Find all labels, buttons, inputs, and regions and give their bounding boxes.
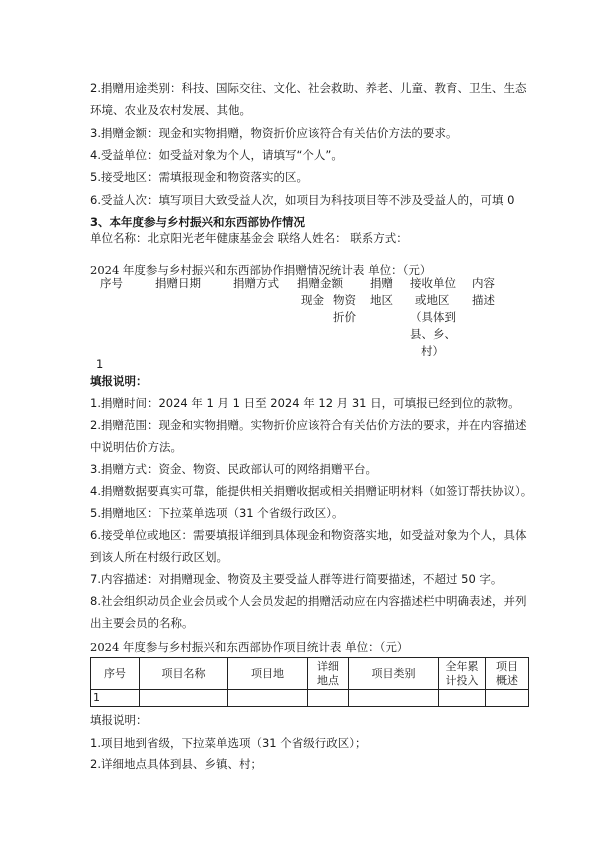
- note-item-2-line2: 环境、农业及农村发展、其他。: [90, 103, 251, 117]
- table2-title: 2024 年度参与乡村振兴和东西部协作项目统计表 单位：（元）: [90, 640, 409, 654]
- table2-header-overview: 项目 概述: [486, 658, 529, 690]
- table1-header-receiver-line1: 接收单位: [410, 276, 456, 290]
- table1-header-receiver-line3: （具体到: [410, 310, 456, 324]
- table-cell: [486, 690, 529, 707]
- table1-header-cash: 现金: [301, 293, 324, 307]
- notes1-item-6-line2: 到该人所在村级行政区划。: [90, 550, 228, 564]
- note-item-5: 5.接受地区：需填报现金和物资落实的区。: [90, 170, 308, 184]
- table1-header-content-line2: 描述: [472, 293, 495, 307]
- notes1-item-5: 5.捐赠地区：下拉菜单选项（31 个省级行政区）。: [90, 506, 344, 520]
- table1-header-amount: 捐赠金额: [297, 276, 343, 290]
- table-row: [91, 690, 529, 707]
- table-cell: [140, 690, 228, 707]
- note-item-2-line1: 2.捐赠用途类别：科技、国际交往、文化、社会救助、养老、儿童、教育、卫生、生态: [90, 81, 527, 95]
- table-cell: [349, 690, 439, 707]
- table2-header-name: 项目名称: [140, 658, 228, 690]
- org-info-line: 单位名称：北京阳光老年健康基金会 联络人姓名： 联系方式：: [90, 231, 408, 245]
- notes1-item-8-line1: 8.社会组织动员企业会员或个人会员发起的捐赠活动应在内容描述栏中明确表述，并列: [90, 594, 527, 608]
- table1-row1-seq: 1: [96, 357, 104, 371]
- notes1-item-2-line2: 中说明估价方法。: [90, 440, 182, 454]
- table1-header-goods-line1: 物资: [333, 293, 356, 307]
- table1-header-region-line2: 地区: [370, 293, 393, 307]
- table-header-row: [91, 658, 529, 690]
- table1-header-goods-line2: 折价: [333, 310, 356, 324]
- note-item-3: 3.捐赠金额：现金和实物捐赠，物资折价应该符合有关估价方法的要求。: [90, 126, 458, 140]
- table1-header-receiver-line2: 或地区: [415, 293, 450, 307]
- notes1-item-1: 1.捐赠时间：2024 年 1 月 1 日至 2024 年 12 月 31 日，可填报已经到位的款物。: [90, 396, 520, 410]
- section-3-heading: 3、本年度参与乡村振兴和东西部协作情况: [90, 215, 305, 229]
- note-item-4: 4.受益单位：如受益对象为个人，请填写“个人”。: [90, 148, 343, 162]
- notes2-item-1: 1.项目地到省级，下拉菜单选项（31 个省级行政区）；: [90, 736, 367, 750]
- project-statistics-table: [90, 657, 529, 707]
- notes1-item-4: 4.捐赠数据要真实可靠，能提供相关捐赠收据或相关捐赠证明材料（如签订帮扶协议）。: [90, 484, 533, 498]
- table-cell: [439, 690, 486, 707]
- table2-header-seq: 序号: [91, 658, 140, 690]
- table2-header-annual: 全年累 计投入: [439, 658, 486, 690]
- table1-header-region-line1: 捐赠: [370, 276, 393, 290]
- notes1-item-3: 3.捐赠方式：资金、物资、民政部认可的网络捐赠平台。: [90, 462, 377, 476]
- table-cell: [308, 690, 349, 707]
- table2-header-detail: 详细 地点: [308, 658, 349, 690]
- table1-title: 2024 年度参与乡村振兴和东西部协作捐赠情况统计表 单位：（元）: [90, 263, 432, 277]
- notes1-heading: 填报说明：: [90, 374, 148, 388]
- table1-header-seq: 序号: [100, 276, 123, 290]
- notes1-item-6-line1: 6.接受单位或地区：需要填报详细到具体现金和物资落实地，如受益对象为个人，具体: [90, 528, 527, 542]
- table1-header-receiver-line4: 县、乡、: [410, 327, 456, 341]
- table2-row1-seq: 1: [91, 690, 140, 707]
- table2-header-category: 项目类别: [349, 658, 439, 690]
- notes1-item-8-line2: 出主要会员的名称。: [90, 616, 194, 630]
- notes1-item-7: 7.内容描述：对捐赠现金、物资及主要受益人群等进行简要描述，不超过 50 字。: [90, 572, 503, 586]
- note-item-6: 6.受益人次：填写项目大致受益人次，如项目为科技项目等不涉及受益人的，可填 0: [90, 193, 515, 207]
- table-cell: [228, 690, 308, 707]
- table1-header-date: 捐赠日期: [155, 276, 201, 290]
- table1-header-receiver-line5: 村）: [421, 344, 444, 358]
- table1-header-method: 捐赠方式: [233, 276, 279, 290]
- notes2-item-2: 2.详细地点具体到县、乡镇、村；: [90, 757, 262, 771]
- notes1-item-2-line1: 2.捐赠范围：现金和实物捐赠。实物折价应该符合有关估价方法的要求，并在内容描述: [90, 418, 527, 432]
- table2-header-location: 项目地: [228, 658, 308, 690]
- table1-header-content-line1: 内容: [472, 276, 495, 290]
- notes2-heading: 填报说明：: [90, 713, 148, 727]
